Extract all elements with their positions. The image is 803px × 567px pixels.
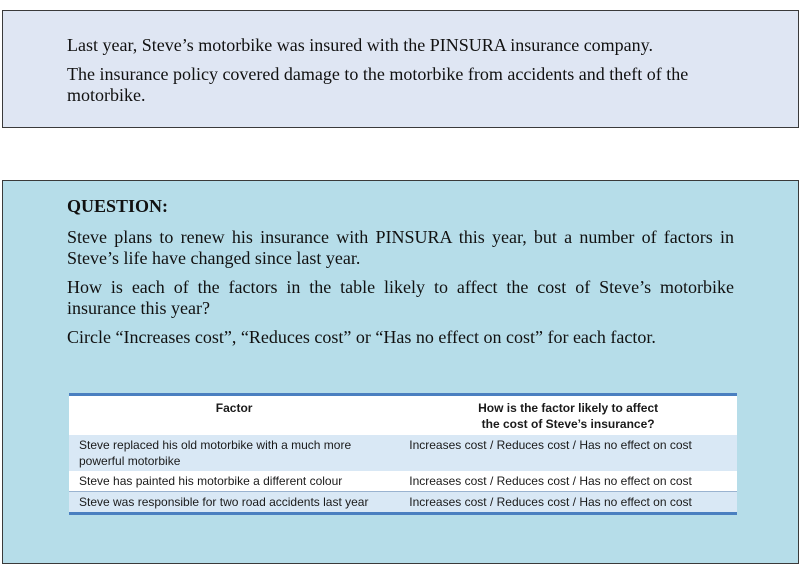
table-header-row	[69, 395, 737, 436]
stimulus-paragraph-1: Last year, Steve’s motorbike was insured with the PINSURA insurance company.	[67, 35, 654, 55]
effect-column-header	[399, 395, 737, 436]
question-heading: QUESTION:	[67, 196, 169, 216]
effect-header-line-2: the cost of Steve’s insurance?	[481, 417, 655, 431]
question-box	[2, 180, 799, 564]
answer-options-cell[interactable]: Increases cost / Reduces cost / Has no effect on cost	[399, 492, 737, 514]
factor-table	[69, 393, 737, 515]
table-row	[69, 492, 737, 514]
stimulus-paragraph-2: The insurance policy covered damage to the motorbike from accidents and theft of the motorbike.	[67, 64, 689, 105]
question-instruction: Circle “Increases cost”, “Reduces cost” or “Has no effect on cost” for each factor.	[67, 327, 656, 347]
answer-options-cell[interactable]: Increases cost / Reduces cost / Has no effect on cost	[399, 471, 737, 492]
factor-column-header: Factor	[69, 395, 399, 436]
factor-cell: Steve replaced his old motorbike with a much more powerful motorbike	[69, 435, 399, 471]
table-row	[69, 435, 737, 471]
answer-options-cell[interactable]: Increases cost / Reduces cost / Has no effect on cost	[399, 435, 737, 471]
stimulus-box	[2, 10, 799, 128]
question-paragraph-2: How is each of the factors in the table likely to affect the cost of Steve’s motorbike insurance this year?	[67, 277, 734, 318]
effect-header-line-1: How is the factor likely to affect	[478, 401, 659, 415]
question-paragraph-1: Steve plans to renew his insurance with PINSURA this year, but a number of factors in Steve’s life have changed since last year.	[67, 227, 734, 268]
table-row	[69, 471, 737, 492]
factor-cell: Steve was responsible for two road accidents last year	[69, 492, 399, 514]
factor-cell: Steve has painted his motorbike a different colour	[69, 471, 399, 492]
